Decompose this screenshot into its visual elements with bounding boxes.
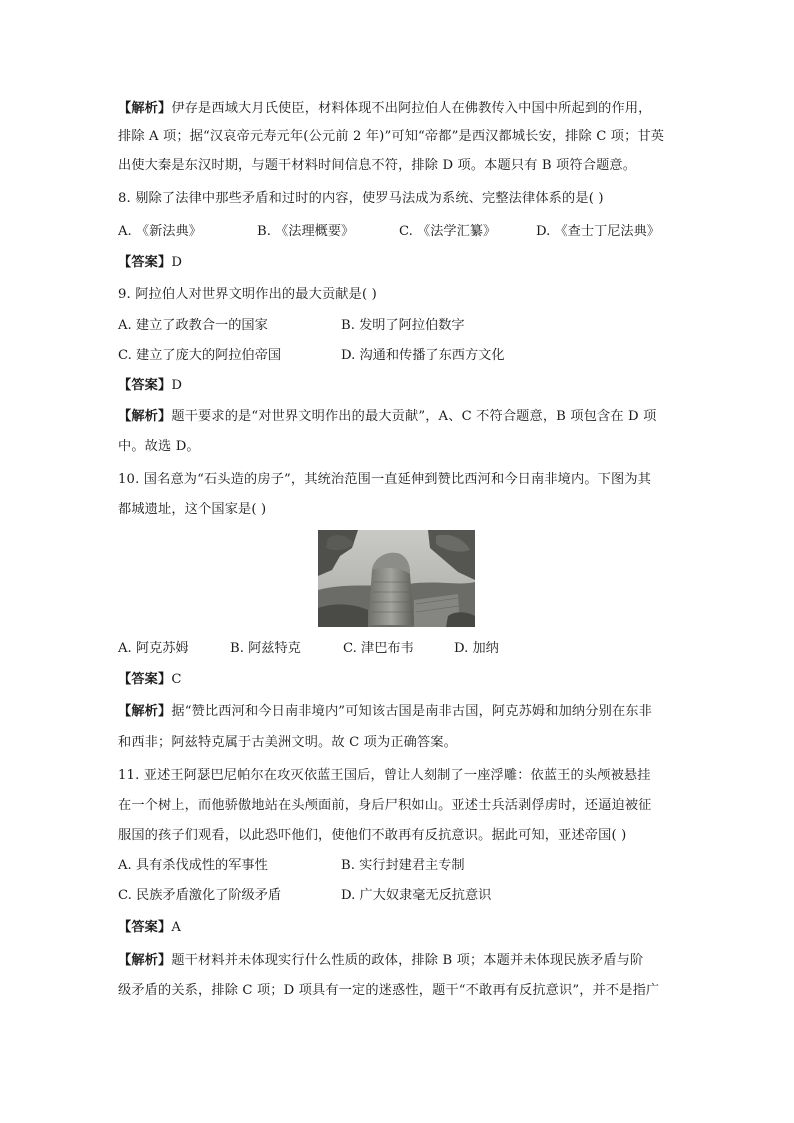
explanation-tag: 【解析】 <box>118 953 172 968</box>
answer-tag: 【答案】 <box>118 378 172 393</box>
explanation-tag: 【解析】 <box>118 101 172 116</box>
option-c: C. 《法学汇纂》 <box>399 224 497 239</box>
option-a: A. 建立了政教合一的国家 <box>118 318 268 333</box>
explanation-10-line-1 <box>118 702 684 722</box>
option-b: B. 《法理概要》 <box>257 224 355 239</box>
explanation-7-line-3: 出使大秦是东汉时期，与题干材料时间信息不符，排除 D 项。本题只有 B 项符合题意。 <box>118 158 637 173</box>
explanation-text: 据“赞比西河和今日南非境内”可知该古国是南非古国，阿克苏姆和加纳分别在东非 <box>171 704 652 719</box>
ruins-photo-illustration <box>318 530 475 627</box>
option-d: D. 加纳 <box>454 641 499 656</box>
answer-tag: 【答案】 <box>118 920 172 935</box>
question-11-line-2: 在一个树上，而他骄傲地站在头颅面前，身后尸积如山。亚述士兵活剥俘虏时，还逼迫被征 <box>118 798 652 813</box>
answer-9 <box>118 376 684 396</box>
explanation-7-line-1 <box>118 99 684 119</box>
question-10-line-2: 都城遗址，这个国家是( ) <box>118 502 267 517</box>
option-a: A. 具有杀伐成性的军事性 <box>118 858 268 873</box>
question-11-line-1: 11. 亚述王阿瑟巴尼帕尔在攻灭依蓝王国后，曾让人刻制了一座浮雕：依蓝王的头颅被悬挂 <box>118 768 651 783</box>
explanation-text: 题干材料并未体现实行什么性质的政体，排除 B 项；本题并未体现民族矛盾与阶 <box>171 953 644 968</box>
answer-11 <box>118 918 684 938</box>
answer-8 <box>118 253 684 273</box>
option-b: B. 发明了阿拉伯数字 <box>341 318 465 333</box>
question-8: 8. 剔除了法律中那些矛盾和过时的内容，使罗马法成为系统、完整法律体系的是( ) <box>118 191 604 206</box>
option-d: D. 《查士丁尼法典》 <box>536 224 660 239</box>
option-a: A. 阿克苏姆 <box>118 641 189 656</box>
answer-tag: 【答案】 <box>118 255 172 270</box>
option-c: C. 民族矛盾激化了阶级矛盾 <box>118 888 282 903</box>
answer-value: D <box>171 255 183 270</box>
explanation-9-line-2: 中。故选 D。 <box>118 439 200 454</box>
explanation-9-line-1 <box>118 407 684 427</box>
explanation-11-line-1 <box>118 951 684 971</box>
option-d: D. 沟通和传播了东西方文化 <box>341 348 505 363</box>
answer-value: A <box>171 920 182 935</box>
option-a: A. 《新法典》 <box>118 224 202 239</box>
answer-tag: 【答案】 <box>118 672 172 687</box>
option-c: C. 津巴布韦 <box>343 641 414 656</box>
answer-value: C <box>171 672 182 687</box>
explanation-text: 伊存是西域大月氏使臣，材料体现不出阿拉伯人在佛教传入中国中所起到的作用， <box>171 101 652 116</box>
explanation-7-line-2: 排除 A 项；据“汉哀帝元寿元年(公元前 2 年)”可知“帝都”是西汉都城长安，排除 C 项；甘英 <box>118 129 665 144</box>
option-b: B. 实行封建君主专制 <box>341 858 465 873</box>
answer-10 <box>118 670 684 690</box>
ruins-photo <box>318 530 475 627</box>
explanation-11-line-2: 级矛盾的关系，排除 C 项；D 项具有一定的迷惑性，题干“不敢再有反抗意识”，并不是指广 <box>118 983 660 998</box>
explanation-10-line-2: 和西非；阿兹特克属于古美洲文明。故 C 项为正确答案。 <box>118 735 458 750</box>
option-b: B. 阿兹特克 <box>230 641 301 656</box>
explanation-tag: 【解析】 <box>118 704 172 719</box>
answer-value: D <box>171 378 183 393</box>
question-9: 9. 阿拉伯人对世界文明作出的最大贡献是( ) <box>118 287 377 302</box>
question-11-line-3: 服国的孩子们观看，以此恐吓他们，使他们不敢再有反抗意识。据此可知，亚述帝国( ) <box>118 828 627 843</box>
question-10-line-1: 10. 国名意为“石头造的房子”，其统治范围一直延伸到赞比西河和今日南非境内。下图为其 <box>118 472 652 487</box>
explanation-tag: 【解析】 <box>118 409 172 424</box>
explanation-text: 题干要求的是“对世界文明作出的最大贡献”，A、C 不符合题意，B 项包含在 D 项 <box>171 409 657 424</box>
option-d: D. 广大奴隶毫无反抗意识 <box>341 888 492 903</box>
option-c: C. 建立了庞大的阿拉伯帝国 <box>118 348 282 363</box>
